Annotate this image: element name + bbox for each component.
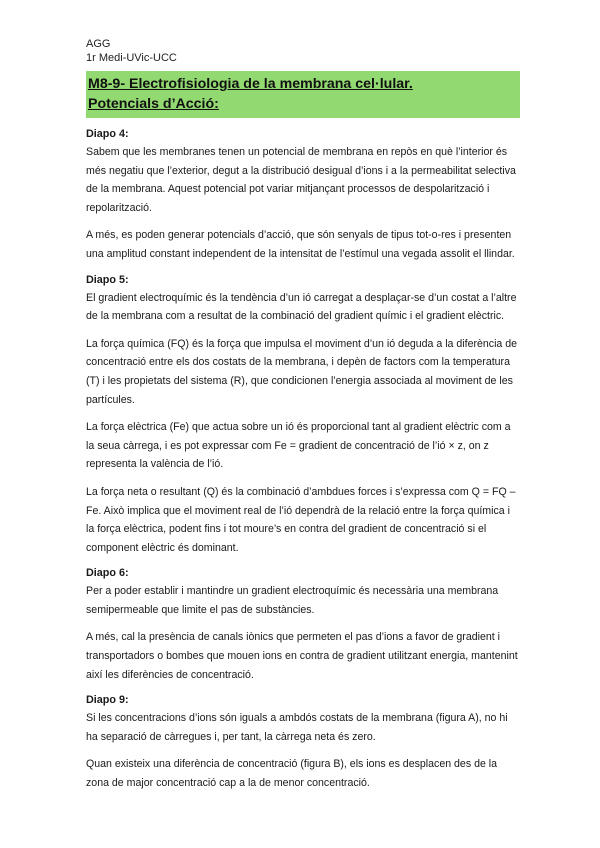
paragraph: Quan existeix una diferència de concentració (figura B), els ions es desplacen des de la zona de major concentració cap a la de menor concentració.	[86, 758, 498, 790]
title-line-1: M8-9- Electrofisiologia de la membrana cel·lular.	[88, 76, 413, 92]
paragraph: Per a poder establir i mantindre un gradient electroquímic és necessària una membrana semipermeable que limite el pas de substàncies.	[86, 585, 499, 616]
section-heading: Diapo 4:	[86, 128, 129, 140]
section-heading: Diapo 9:	[86, 694, 129, 707]
section-diapo-4	[86, 127, 520, 264]
paragraph: Si les concentracions d’ions són iguals a ambdós costats de la membrana (figura A), no hi ha separació de càrregues i, per tant, la càrrega neta és zero.	[86, 712, 508, 743]
author-initials: AGG	[86, 38, 111, 50]
title-line-2: Potencials d’Acció:	[88, 96, 219, 112]
section-heading: Diapo 6:	[86, 567, 129, 580]
paragraph: A més, es poden generar potencials d’acció, que són senyals de tipus tot-o-res i presenten una amplitud constant independent de la intensitat de l’estímul una vegada assolit el llindar.	[86, 229, 515, 260]
paragraph: A més, cal la presència de canals iònics que permeten el pas d’ions a favor de gradient i transportadors o bombes que mouen ions en contra de gradient utilitzant energia, mantenint així les diferències de concentració.	[86, 631, 518, 681]
section-diapo-9	[86, 693, 520, 792]
course-label: 1r Medi-UVic-UCC	[86, 52, 177, 64]
paragraph: El gradient electroquímic és la tendència d’un ió carregat a desplaçar-se d’un costat a l’altre de la membrana com a resultat de la combinació del gradient químic i el gradient elèctric.	[86, 291, 517, 323]
document-title	[86, 71, 520, 118]
paragraph: La força elèctrica (Fe) que actua sobre un ió és proporcional tant al gradient elèctric com a la seua càrrega, i es pot expressar com Fe = gradient de concentració de l’ió × z, on z representa la valència de l’ió.	[86, 421, 511, 471]
section-diapo-6	[86, 566, 520, 684]
paragraph: La força química (FQ) és la força que impulsa el moviment d’un ió deguda a la diferència de concentració entre els dos costats de la membrana, i depèn de factors com la temperatura (T) i les propietats del sistema (R), que condicionen l’energia associada al moviment de les partícules.	[86, 337, 518, 406]
paragraph: La força neta o resultant (Q) és la combinació d’ambdues forces i s’expressa com Q = FQ – Fe. Això implica que el moviment real de l’ió dependrà de la relació entre la força química i la força elèctrica, podent fins i tot moure’s en contra del gradient de concentració si el component elèctric és dominant.	[86, 485, 516, 554]
document-page	[86, 37, 520, 793]
section-diapo-5	[86, 273, 520, 558]
section-heading: Diapo 5:	[86, 273, 129, 286]
paragraph: Sabem que les membranes tenen un potencial de membrana en repòs en què l’interior és més negatiu que l’exterior, degut a la distribució desigual d’ions i a la permeabilitat selectiva de la membrana. Aquest potencial pot variar mitjançant processos de despolarització i repolarització.	[86, 146, 516, 214]
